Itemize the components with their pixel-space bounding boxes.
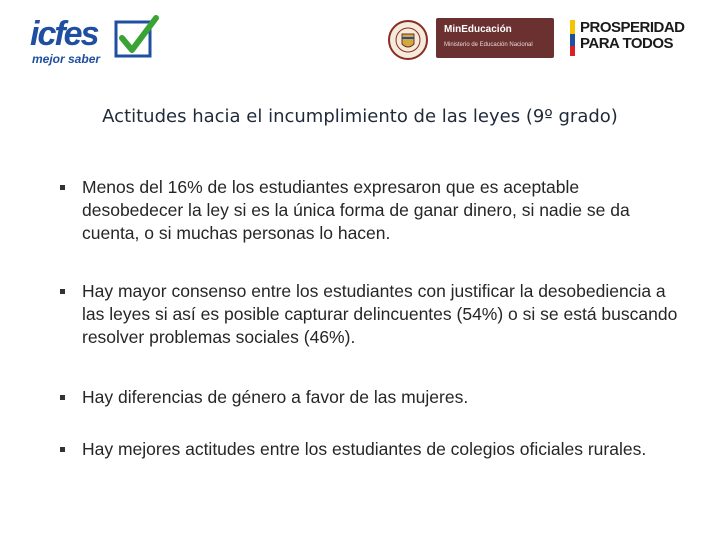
prosperidad-logo [570, 20, 700, 60]
prosperidad-bar-red [570, 46, 575, 56]
colombia-seal-icon [388, 18, 428, 62]
bullet-item [60, 438, 646, 461]
prosperidad-text [580, 20, 685, 52]
square-bullet-icon [60, 289, 65, 294]
prosperidad-bar-yellow [570, 20, 575, 34]
bullet-item [60, 280, 680, 349]
bullet-item [60, 386, 468, 409]
slide-header [0, 0, 720, 90]
prosperidad-line2: PARA TODOS [580, 35, 674, 52]
checkmark-icon [112, 14, 160, 62]
bullet-text: Hay mejores actitudes entre los estudiantes de colegios oficiales rurales. [82, 439, 647, 459]
mineducacion-subtitle: Ministerio de Educación Nacional [444, 42, 533, 48]
bullet-item [60, 176, 680, 245]
prosperidad-bar-blue [570, 34, 575, 46]
bullet-text: Hay diferencias de género a favor de las mujeres. [82, 387, 469, 407]
square-bullet-icon [60, 447, 65, 452]
mineducacion-logo [436, 18, 554, 58]
bullet-text: Menos del 16% de los estudiantes expresaron que es aceptable desobedecer la ley si es la única forma de ganar dinero, si nadie se da cuenta, o si muchas personas lo hacen. [82, 177, 630, 243]
bullet-text: Hay mayor consenso entre los estudiantes con justificar la desobediencia a las leyes si así es posible capturar delincuentes (54%) o si se está buscando resolver problemas sociales (46%). [82, 281, 678, 347]
icfes-logo-tagline: mejor saber [32, 52, 101, 66]
icfes-logo [30, 14, 160, 70]
square-bullet-icon [60, 395, 65, 400]
icfes-logo-word: icfes [30, 15, 98, 53]
prosperidad-line1: PROSPERIDAD [580, 19, 685, 36]
mineducacion-title: MinEducación [444, 24, 512, 35]
square-bullet-icon [60, 185, 65, 190]
slide-title: Actitudes hacia el incumplimiento de las leyes (9º grado) [102, 106, 618, 127]
